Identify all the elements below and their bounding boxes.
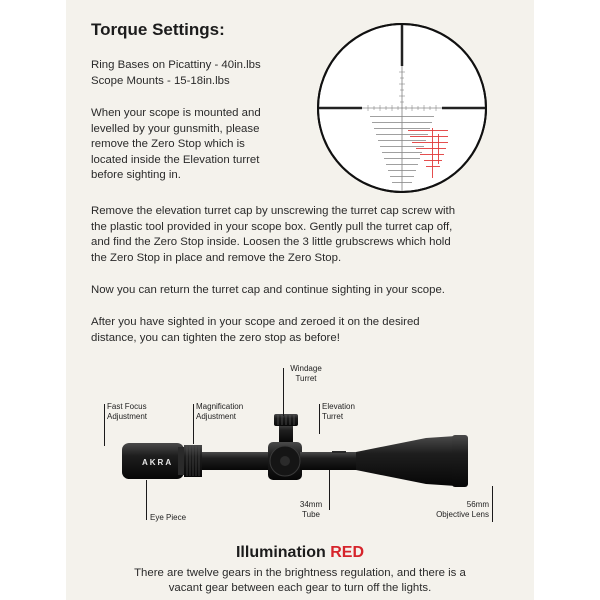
eye-piece-leader-line [146, 480, 147, 520]
return-paragraph: Now you can return the turret cap and continue sighting in your scope. [91, 284, 445, 296]
after-paragraph [91, 315, 420, 346]
intro-line: When your scope is mounted and [91, 107, 261, 119]
torque-list [91, 58, 261, 89]
intro-line: located inside the Elevation turret [91, 153, 260, 166]
manual-page [66, 0, 534, 600]
intro-line: remove the Zero Stop which is [91, 138, 245, 150]
scope-body [122, 414, 468, 487]
intro-paragraph [91, 106, 261, 184]
remove-line: the plastic tool provided in your scope box. Gently pull the turret cap off, [91, 220, 453, 233]
eye-piece-label: Eye Piece [150, 513, 187, 522]
brand-logo: AKRA [142, 458, 174, 467]
tube-label: 34mm Tube [299, 500, 323, 519]
torque-scope-mounts: Scope Mounts - 15-18in.lbs [91, 74, 230, 87]
windage-leader-line [283, 368, 284, 416]
windage-turret-label: Windage Turret [290, 364, 322, 383]
remove-line: Remove the elevation turret cap by unscrewing the turret cap screw with [91, 205, 456, 217]
tube-leader-line [329, 470, 330, 510]
magnification-leader-line [193, 404, 194, 444]
illumination-heading: Illumination RED [235, 544, 364, 561]
fast-focus-leader-line [104, 404, 105, 446]
after-line: After you have sighted in your scope and zeroed it on the desired [91, 316, 420, 328]
remove-line: and find the Zero Stop inside. Loosen the 3 little grubscrews which hold [91, 236, 451, 248]
remove-line: the Zero Stop in place and remove the Zero Stop. [91, 251, 342, 264]
illumination-color: RED [330, 544, 364, 561]
elevation-leader-line [319, 404, 320, 434]
intro-line: before sighting in. [91, 169, 181, 181]
reticle-illustration [312, 22, 518, 198]
fast-focus-label: Fast Focus Adjustment [107, 402, 148, 421]
elevation-label: Elevation Turret [322, 402, 355, 421]
illumination-text: There are twelve gears in the brightness regulation, and there is a vacant gear between each gear to turn off the lights. [134, 567, 466, 594]
torque-ring-bases: Ring Bases on Picattiny - 40in.lbs [91, 59, 261, 71]
page-title: Torque Settings: [91, 20, 225, 39]
objective-lens-label: 56mm Objective Lens [436, 500, 489, 519]
after-line: distance, you can tighten the zero stop as before! [91, 331, 340, 344]
objective-leader-line [492, 486, 493, 522]
intro-line: levelled by your gunsmith, please [91, 122, 260, 135]
magnification-label: Magnification Adjustment [196, 402, 244, 421]
remove-paragraph [91, 204, 455, 266]
